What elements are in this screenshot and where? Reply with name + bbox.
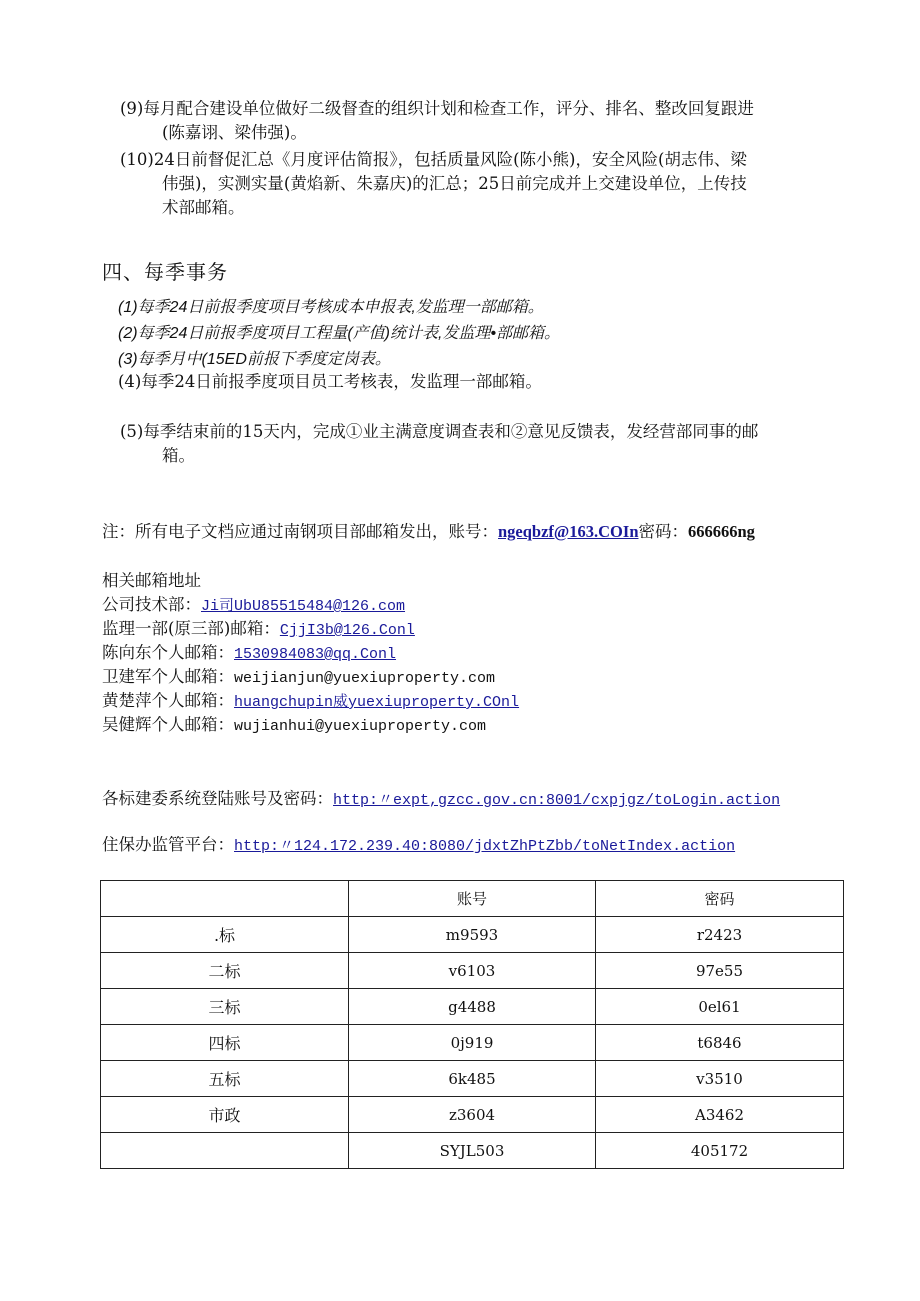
table-cell-account: m9593 xyxy=(349,917,596,953)
email-row xyxy=(102,617,415,643)
table-cell-password: v3510 xyxy=(596,1061,844,1097)
section-4-heading: 四、每季事务 xyxy=(102,260,228,284)
table-cell-password: t6846 xyxy=(596,1025,844,1061)
table-cell-section: 市政 xyxy=(101,1097,349,1133)
email-row-label: 吴健辉个人邮箱： xyxy=(102,715,234,734)
email-link-tech-dept[interactable]: Ji司UbU85515484@126.com xyxy=(201,598,406,615)
table-cell-account: SYJL503 xyxy=(349,1133,596,1169)
emails-title: 相关邮箱地址 xyxy=(102,571,201,590)
table-header-cell: 账号 xyxy=(349,881,596,917)
item-9-line-2: (陈嘉诩、梁伟强)。 xyxy=(162,123,307,142)
email-text-wu-jianhui: wujianhui@yuexiuproperty.com xyxy=(234,718,487,735)
table-header-row xyxy=(101,881,844,917)
table-row xyxy=(101,917,844,953)
project-email-account-link[interactable]: ngeqbzf@163.COIn xyxy=(498,522,639,541)
table-cell-password: 97e55 xyxy=(596,953,844,989)
section-4-item-5-line-2: 箱。 xyxy=(162,446,195,465)
table-row xyxy=(101,1025,844,1061)
zhubao-platform-label: 住保办监管平台： xyxy=(102,835,234,854)
table-row xyxy=(101,953,844,989)
jianwei-system-line xyxy=(102,787,780,813)
table-header-cell xyxy=(101,881,349,917)
table-cell-section: 二标 xyxy=(101,953,349,989)
email-row-label: 卫建军个人邮箱： xyxy=(102,667,234,686)
section-4-item-3: (3)每季月中(15ED前报下季度定岗表。 xyxy=(118,351,391,368)
table-cell-password: 0el61 xyxy=(596,989,844,1025)
email-note-prefix: 注：所有电子文档应通过南钢项目部邮箱发出，账号： xyxy=(102,522,498,541)
section-4-item-2: (2)每季24日前报季度项目工程量(产值)统计表,发监理•部邮箱。 xyxy=(118,325,561,342)
email-row-label: 陈向东个人邮箱： xyxy=(102,643,234,662)
zhubao-platform-url-link[interactable]: http:〃124.172.239.40:8080/jdxtZhPtZbb/toNetIndex.action xyxy=(234,838,736,855)
table-cell-account: g4488 xyxy=(349,989,596,1025)
item-10-line-1: (10)24日前督促汇总《月度评估简报》，包括质量风险(陈小熊)，安全风险(胡志伟、梁 xyxy=(120,150,747,169)
table-row xyxy=(101,1097,844,1133)
section-4-item-1: (1)每季24日前报季度项目考核成本申报表,发监理一部邮箱。 xyxy=(118,299,544,316)
table-header-cell: 密码 xyxy=(596,881,844,917)
jianwei-system-url-link[interactable]: http:〃expt,gzcc.gov.cn:8001/cxpjgz/toLogin.action xyxy=(333,792,781,809)
email-row xyxy=(102,713,486,739)
table-row xyxy=(101,989,844,1025)
table-cell-section: 三标 xyxy=(101,989,349,1025)
item-10-line-2: 伟强)，实测实量(黄焰新、朱嘉庆)的汇总；25日前完成并上交建设单位，上传技 xyxy=(162,174,747,193)
email-note-password-label: 密码： xyxy=(638,522,688,541)
table-cell-account: z3604 xyxy=(349,1097,596,1133)
table-cell-section: 四标 xyxy=(101,1025,349,1061)
table-cell-password: A3462 xyxy=(596,1097,844,1133)
table-cell-section: .标 xyxy=(101,917,349,953)
email-note xyxy=(102,520,755,544)
table-cell-password: r2423 xyxy=(596,917,844,953)
email-row xyxy=(102,665,495,691)
table-cell-account: 6k485 xyxy=(349,1061,596,1097)
section-4-item-4: (4)每季24日前报季度项目员工考核表，发监理一部邮箱。 xyxy=(118,372,542,391)
table-cell-account: 0j919 xyxy=(349,1025,596,1061)
zhubao-platform-line xyxy=(102,833,735,859)
email-row xyxy=(102,641,396,667)
email-row xyxy=(102,593,405,619)
table-cell-password: 405172 xyxy=(596,1133,844,1169)
email-link-chen-xiangdong[interactable]: 1530984083@qq.Conl xyxy=(234,646,397,663)
section-4-item-5-line-1: (5)每季结束前的15天内，完成①业主满意度调查表和②意见反馈表，发经营部同事的邮 xyxy=(120,422,759,441)
item-9-line-1: (9)每月配合建设单位做好二级督查的组织计划和检查工作，评分、排名、整改回复跟进 xyxy=(120,99,754,118)
email-text-wei-jianjun: weijianjun@yuexiuproperty.com xyxy=(234,670,496,687)
email-row-label: 黄楚萍个人邮箱： xyxy=(102,691,234,710)
email-link-supervision-dept[interactable]: CjjI3b@126.Conl xyxy=(279,622,415,639)
email-row xyxy=(102,689,519,715)
table-cell-section xyxy=(101,1133,349,1169)
jianwei-system-label: 各标建委系统登陆账号及密码： xyxy=(102,789,333,808)
email-note-password: 666666ng xyxy=(688,522,755,541)
email-row-label: 监理一部(原三部)邮箱： xyxy=(102,619,280,638)
table-cell-account: v6103 xyxy=(349,953,596,989)
email-row-label: 公司技术部： xyxy=(102,595,201,614)
table-cell-section: 五标 xyxy=(101,1061,349,1097)
accounts-table xyxy=(100,880,844,1169)
table-row xyxy=(101,1133,844,1169)
item-10-line-3: 术部邮箱。 xyxy=(162,198,245,217)
table-row xyxy=(101,1061,844,1097)
email-link-huang-chuping[interactable]: huangchupin威yuexiuproperty.COnl xyxy=(234,694,520,711)
